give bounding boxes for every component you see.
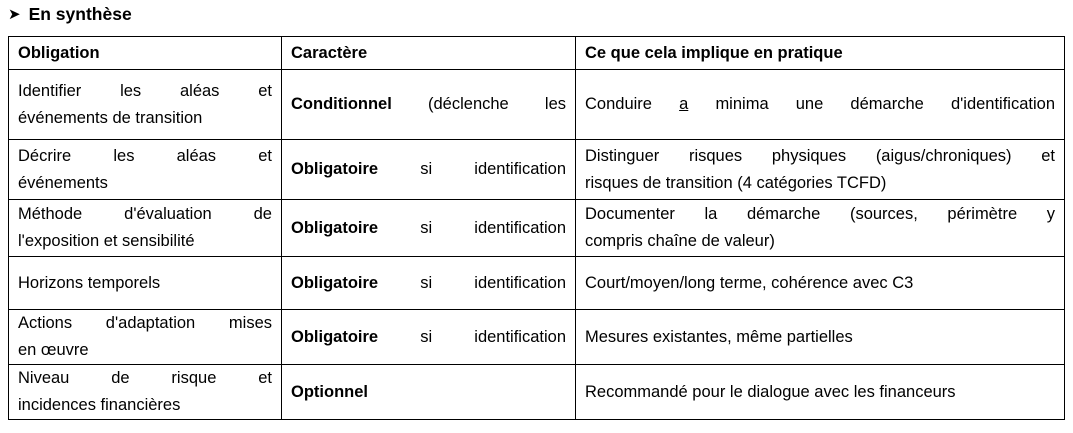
table-cell-obligation bbox=[9, 257, 282, 310]
cell-text-line: Obligatoire si identification bbox=[291, 273, 566, 292]
cell-text-line: incidences financières bbox=[18, 396, 181, 414]
table-row bbox=[9, 257, 1065, 310]
table-cell-obligation bbox=[9, 365, 282, 420]
table-row bbox=[9, 365, 1065, 420]
table-header-row bbox=[9, 37, 1065, 70]
cell-text-line: Identifier les aléas et bbox=[18, 81, 272, 100]
table-cell-caractere bbox=[282, 200, 576, 257]
cell-text-line: l'exposition et sensibilité bbox=[18, 232, 195, 250]
table-cell-obligation bbox=[9, 140, 282, 200]
cell-text-line: événements bbox=[18, 173, 108, 192]
table-cell-caractere bbox=[282, 365, 576, 420]
cell-text-line: Décrire les aléas et bbox=[18, 146, 272, 165]
cell-text-line: Obligatoire si identification bbox=[291, 160, 566, 178]
cell-text-line: Conditionnel (déclenche les bbox=[291, 95, 566, 113]
table-row bbox=[9, 140, 1065, 200]
table-cell-pratique bbox=[576, 70, 1065, 140]
cell-text-line: risques de transition (4 catégories TCFD) bbox=[585, 173, 887, 192]
cell-text-line: Distinguer risques physiques (aigus/chroniques) et bbox=[585, 146, 1055, 165]
cell-text-line: Méthode d'évaluation de bbox=[18, 205, 272, 223]
cell-text-line: Recommandé pour le dialogue avec les financeurs bbox=[585, 382, 956, 401]
table-cell-pratique bbox=[576, 200, 1065, 257]
table-body bbox=[9, 70, 1065, 420]
table-row bbox=[9, 310, 1065, 365]
cell-text-line: Obligatoire si identification bbox=[291, 327, 566, 346]
cell-text-line: compris chaîne de valeur) bbox=[585, 232, 775, 250]
cell-text-line: Actions d'adaptation mises bbox=[18, 314, 272, 332]
cell-text-line: Niveau de risque et bbox=[18, 369, 272, 387]
arrowhead-icon: ➤ bbox=[8, 6, 21, 23]
column-header-obligation: Obligation bbox=[9, 37, 282, 70]
table-cell-obligation bbox=[9, 200, 282, 257]
synthese-table bbox=[8, 36, 1065, 420]
cell-text-line: Documenter la démarche (sources, périmètre y bbox=[585, 205, 1055, 223]
table-cell-pratique bbox=[576, 140, 1065, 200]
table-cell-caractere bbox=[282, 257, 576, 310]
cell-text-line: en œuvre bbox=[18, 341, 89, 359]
table-cell-caractere bbox=[282, 310, 576, 365]
section-title bbox=[8, 4, 132, 25]
cell-text-line: Conduire a minima une démarche d'identification bbox=[585, 95, 1055, 113]
table-cell-pratique bbox=[576, 365, 1065, 420]
table-cell-pratique bbox=[576, 310, 1065, 365]
cell-text-line: Optionnel bbox=[291, 382, 368, 401]
cell-text-line: Court/moyen/long terme, cohérence avec C3 bbox=[585, 273, 914, 292]
table-row bbox=[9, 200, 1065, 257]
cell-text-line: Horizons temporels bbox=[18, 273, 161, 292]
column-header-pratique: Ce que cela implique en pratique bbox=[576, 37, 1065, 70]
section-title-text: En synthèse bbox=[28, 4, 132, 24]
cell-text-line: Mesures existantes, même partielles bbox=[585, 327, 853, 346]
column-header-caractere: Caractère bbox=[282, 37, 576, 70]
table-cell-obligation bbox=[9, 310, 282, 365]
table-cell-caractere bbox=[282, 140, 576, 200]
table-cell-caractere bbox=[282, 70, 576, 140]
table-row bbox=[9, 70, 1065, 140]
cell-text-line: événements de transition bbox=[18, 108, 203, 127]
table-cell-pratique bbox=[576, 257, 1065, 310]
table-cell-obligation bbox=[9, 70, 282, 140]
cell-text-line: Obligatoire si identification bbox=[291, 218, 566, 237]
